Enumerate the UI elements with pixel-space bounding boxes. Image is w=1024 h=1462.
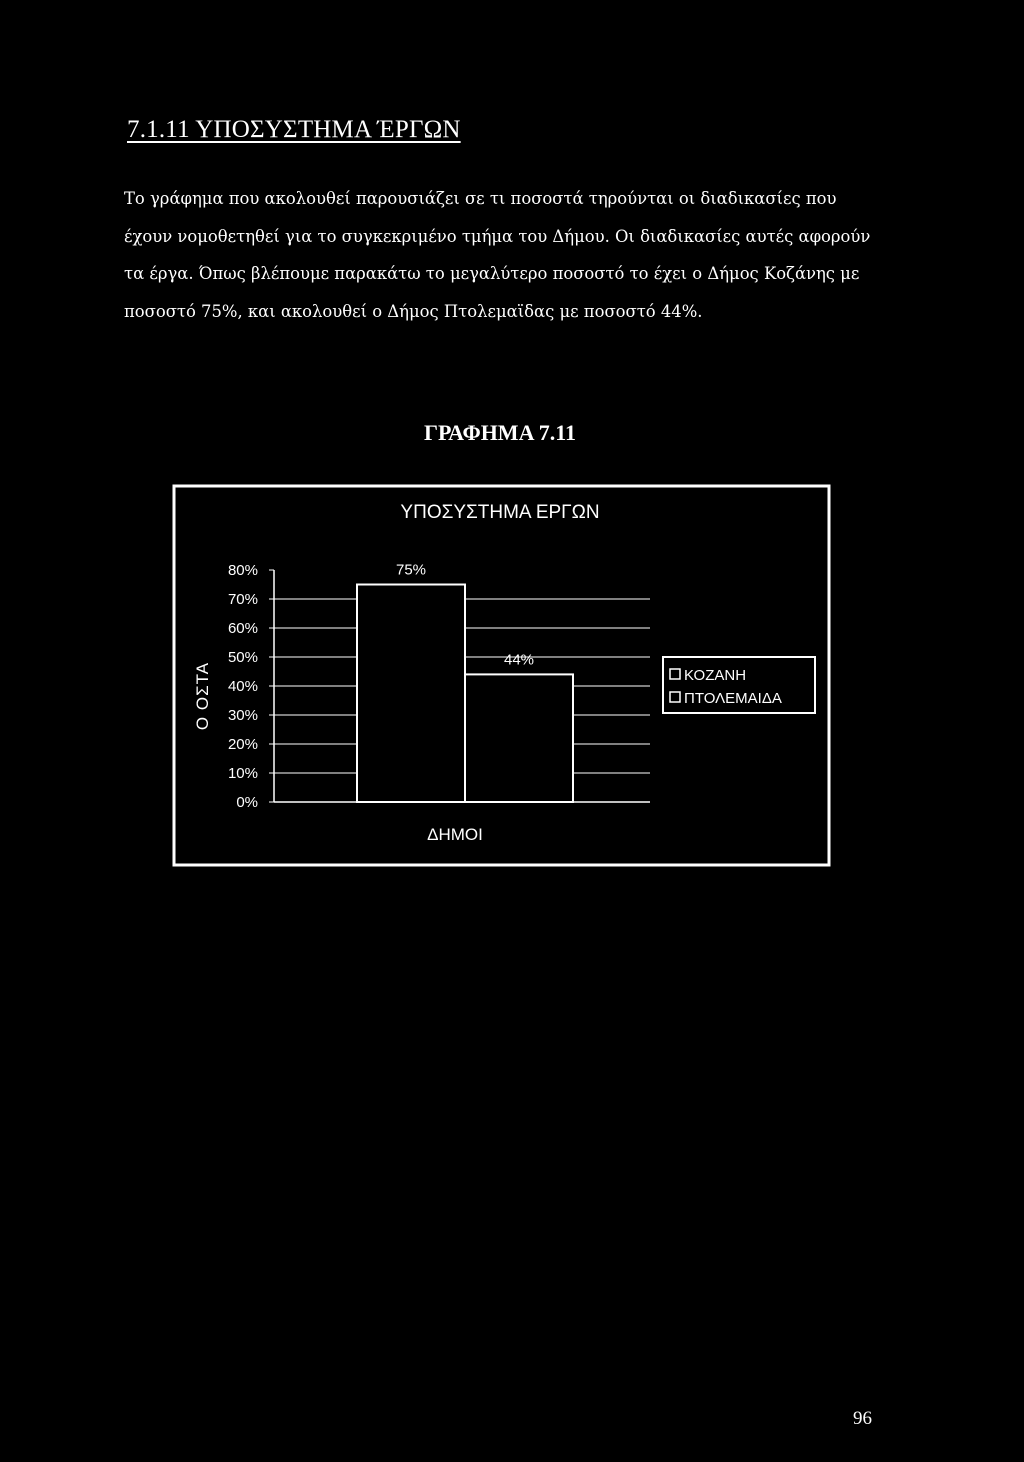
data-label: 75%: [395, 561, 427, 579]
bar-chart: [172, 484, 832, 870]
y-tick-label: 70%: [227, 591, 258, 608]
page-number: 96: [853, 1408, 872, 1429]
y-tick-label: 80%: [227, 562, 258, 579]
legend-swatch: [670, 692, 680, 702]
bar-kozani: [357, 585, 465, 803]
legend-label: ΚΟΖΑΝΗ: [684, 667, 747, 684]
y-tick-label: 40%: [227, 678, 258, 695]
y-tick-label: 20%: [227, 736, 258, 753]
bar-ptolemaida: [465, 674, 573, 802]
y-axis-ticks: [228, 562, 274, 811]
chart-frame: [172, 484, 832, 870]
legend-swatch: [670, 669, 680, 679]
section-heading: 7.1.11 ΥΠΟΣΥΣΤΗΜΑ ΈΡΓΩΝ: [127, 116, 461, 143]
y-tick-label: 10%: [227, 765, 258, 782]
data-label: 44%: [503, 651, 535, 669]
y-tick-label: 30%: [227, 707, 258, 724]
figure-caption: ΓΡΑΦΗΜΑ 7.11: [423, 420, 577, 445]
y-tick-label: 60%: [227, 620, 258, 637]
y-tick-label: 0%: [236, 794, 258, 811]
bars: [357, 585, 573, 803]
legend: [663, 657, 815, 713]
x-axis-label: ΔΗΜΟΙ: [427, 825, 483, 844]
y-axis-label: Ο ΟΣΤΑ: [193, 661, 212, 731]
legend-label: ΠΤΟΛΕΜΑΙΔΑ: [684, 690, 782, 707]
y-tick-label: 50%: [227, 649, 258, 666]
body-paragraph: Το γράφημα που ακολουθεί παρουσιάζει σε τι ποσοστά τηρούνται οι διαδικασίες που έχουν νομοθετηθεί για το συγκεκριμένο τμήμα του Δήμου. Οι διαδικασίες αυτές αφορούν τα έργα. Όπως βλέπουμε παρακάτω το μεγαλύτερο ποσοστό το έχει ο Δήμος Κοζάνης με ποσοστό 75%, και ακολουθεί ο Δήμος Πτολεμαϊδας με ποσοστό 44%.: [124, 189, 871, 321]
chart-title: ΥΠΟΣΥΣΤΗΜΑ ΕΡΓΩΝ: [400, 502, 600, 523]
